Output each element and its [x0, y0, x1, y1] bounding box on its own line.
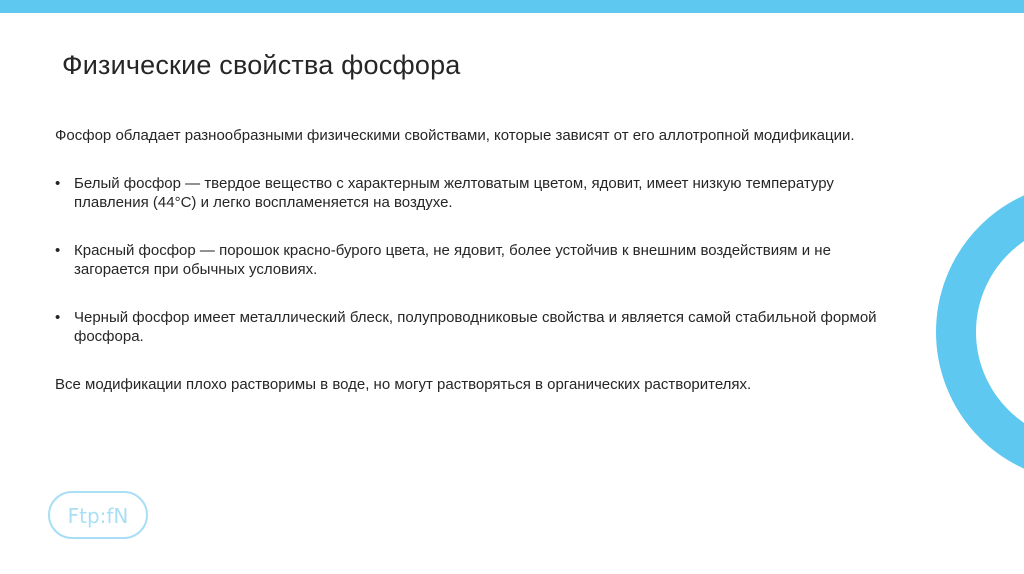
ftpfn-logo	[47, 490, 151, 542]
bullet-marker: •	[55, 175, 61, 192]
bullet-marker: •	[55, 309, 61, 326]
bullet-item	[55, 241, 885, 279]
slide-body	[55, 126, 885, 394]
decorative-ring	[936, 182, 1024, 482]
bullet-item	[55, 174, 885, 212]
logo-text: Ftp:fN	[67, 504, 129, 528]
top-accent-bar	[0, 0, 1024, 13]
bullet-text: Красный фосфор — порошок красно-бурого цвета, не ядовит, более устойчив к внешним воздействиям и не загорается при обычных условиях.	[74, 242, 831, 278]
bullet-marker: •	[55, 242, 61, 259]
bullet-item	[55, 308, 885, 346]
bullet-text: Белый фосфор — твердое вещество с характерным желтоватым цветом, ядовит, имеет низкую температуру плавления (44°C) и легко воспламеняется на воздухе.	[74, 175, 834, 211]
slide-title: Физические свойства фосфора	[62, 50, 461, 80]
conclusion-paragraph: Все модификации плохо растворимы в воде, но могут растворяться в органических растворителях.	[55, 376, 752, 393]
bullet-list	[55, 174, 885, 346]
bullet-text: Черный фосфор имеет металлический блеск, полупроводниковые свойства и является самой стабильной формой фосфора.	[74, 309, 877, 345]
intro-paragraph: Фосфор обладает разнообразными физическими свойствами, которые зависят от его аллотропной модификации.	[55, 127, 855, 144]
